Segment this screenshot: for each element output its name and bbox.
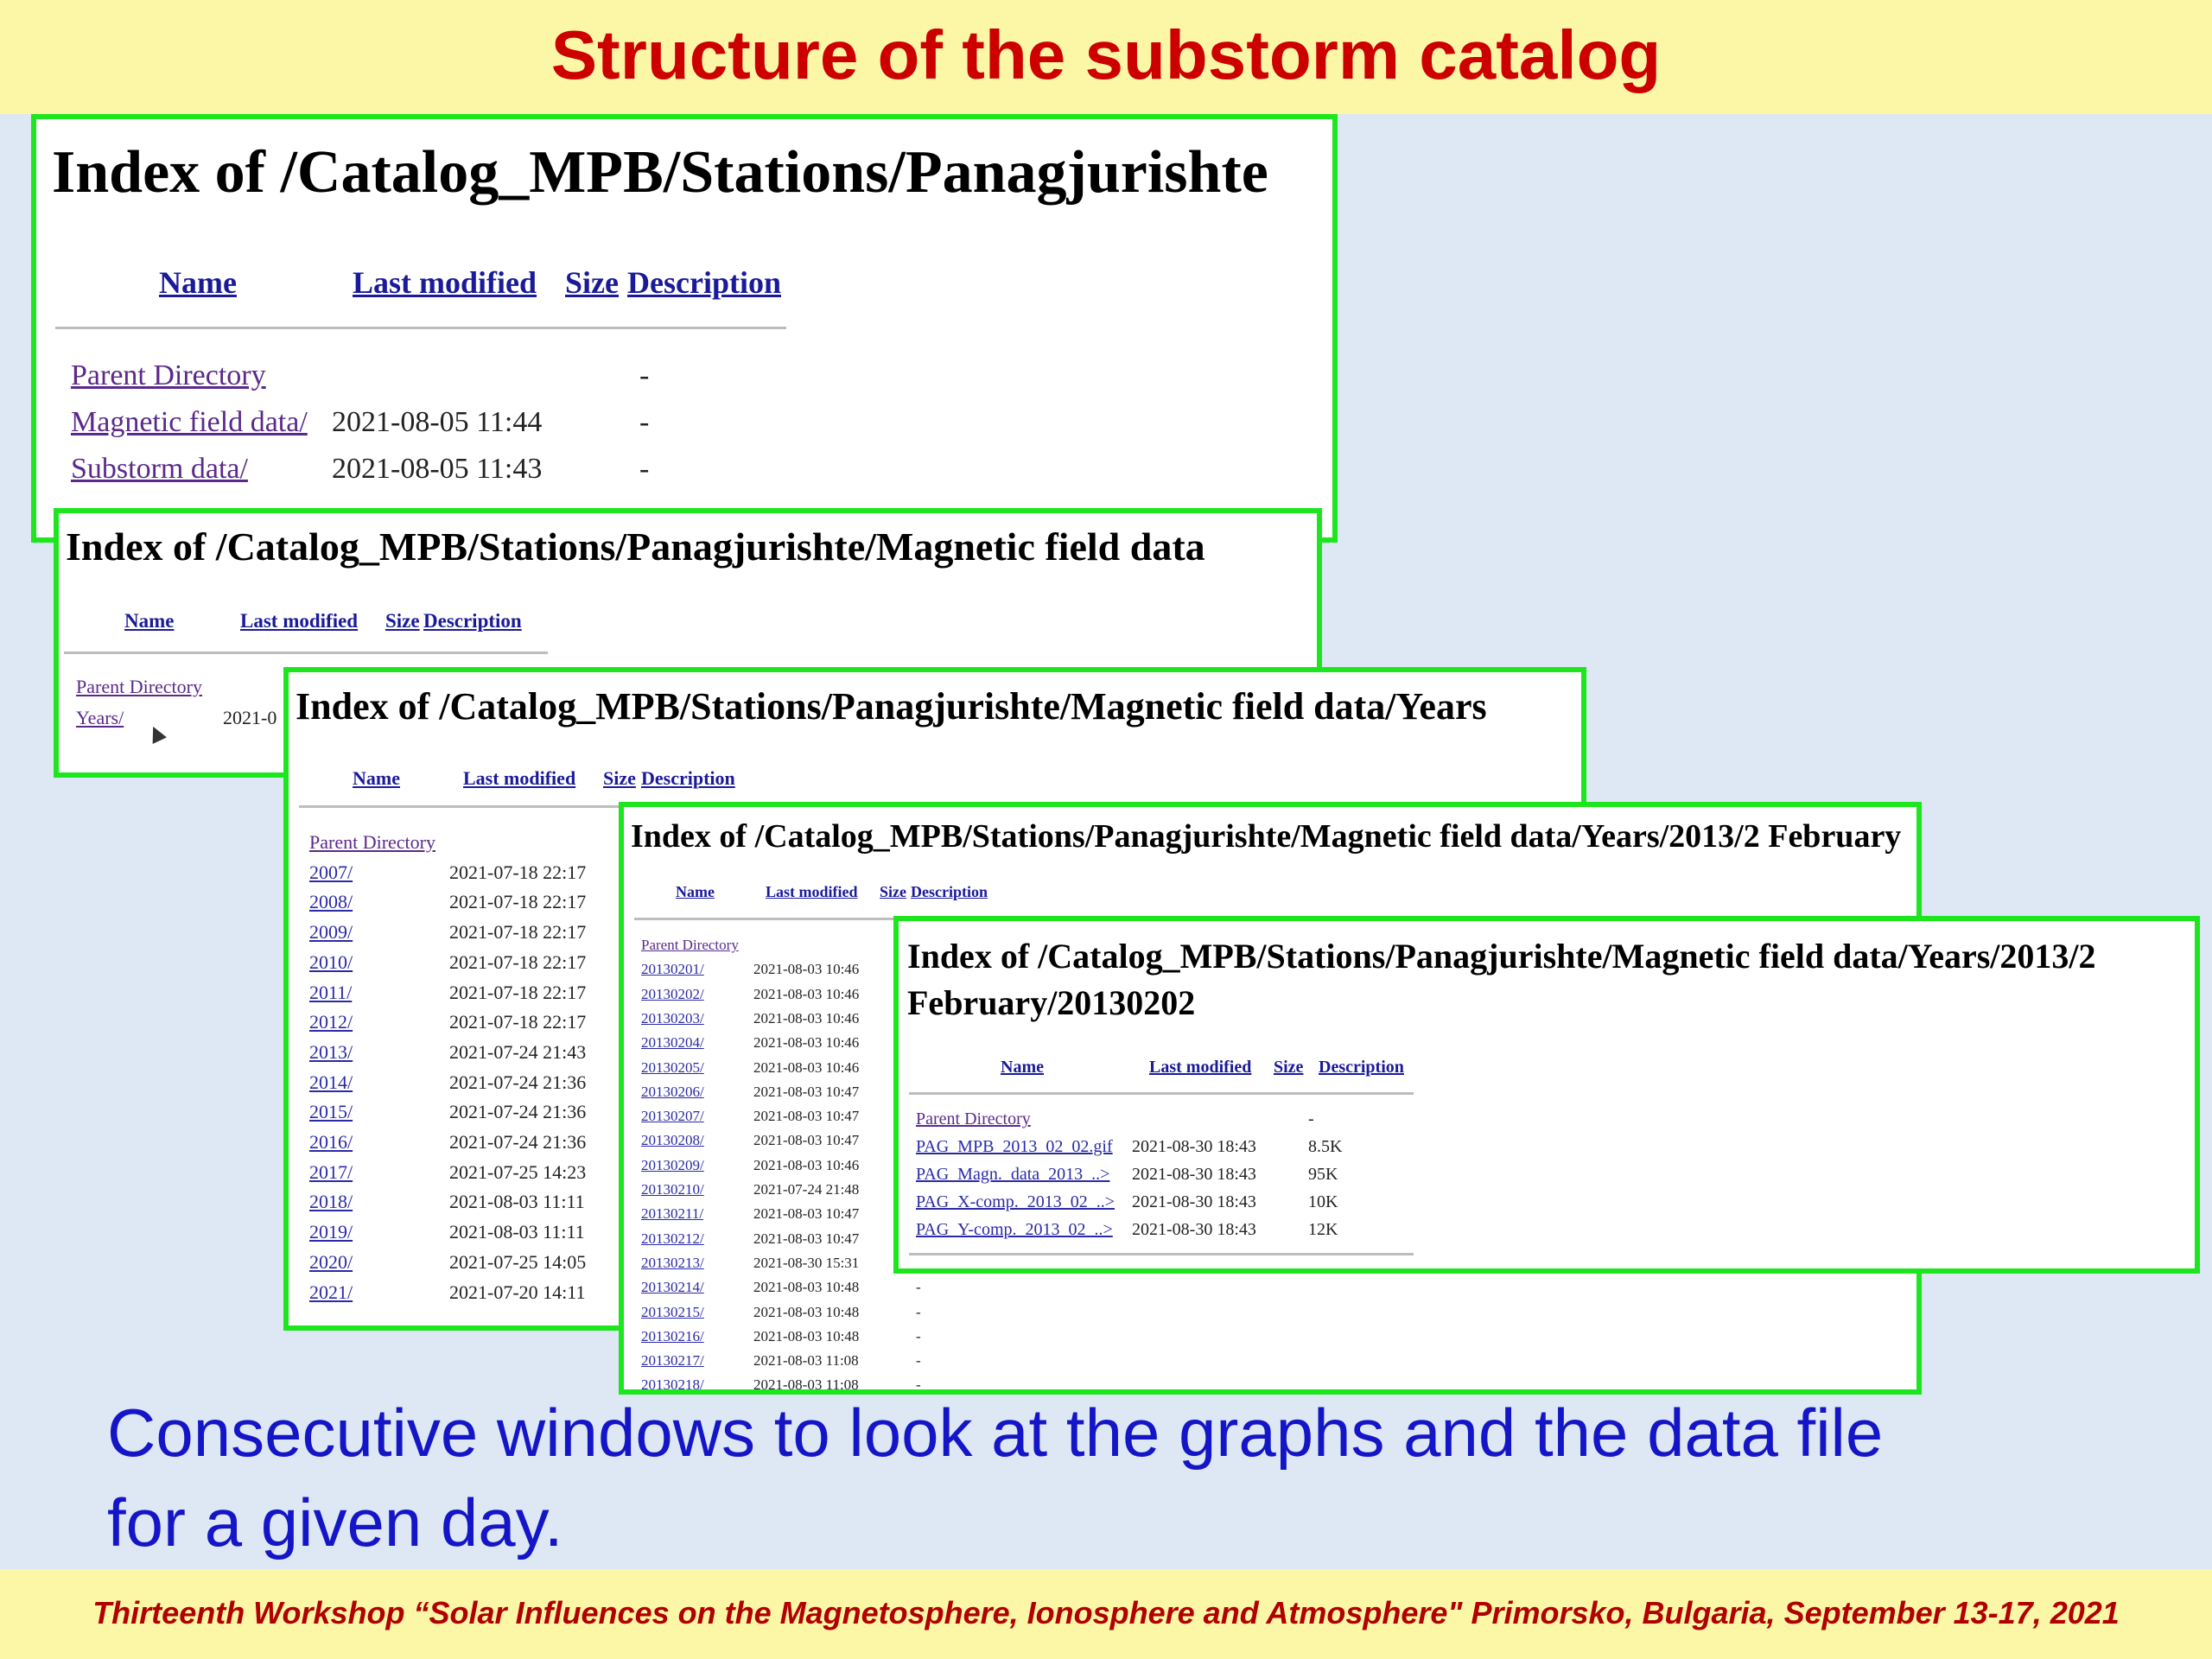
entry-link[interactable]: 20130206/ — [641, 1083, 704, 1100]
entry-link[interactable]: 2018/ — [309, 1191, 353, 1213]
slide-title: Structure of the substorm catalog — [550, 16, 1662, 93]
entry-link[interactable]: 20130210/ — [641, 1181, 704, 1198]
entry-link[interactable]: PAG_Y-comp._2013_02_..> — [916, 1220, 1113, 1239]
size-value: 8.5K — [1308, 1137, 1343, 1156]
description-column-header[interactable]: Description — [423, 610, 522, 632]
entry-link[interactable]: 2015/ — [309, 1101, 353, 1123]
parent-directory-link[interactable]: Parent Directory — [641, 937, 739, 953]
last-modified-value: 2021-08-03 10:47 — [753, 1083, 860, 1100]
size-column-header[interactable]: Size — [565, 265, 619, 300]
mouse-pointer-icon — [146, 723, 167, 744]
caption-line-2: for a given day. — [107, 1484, 563, 1560]
last-modified-value: 2021-07-18 22:17 — [449, 981, 587, 1003]
last-modified-value: 2021-08-30 18:43 — [1132, 1137, 1256, 1156]
description-column-header[interactable]: Description — [627, 265, 781, 300]
last-modified-column-header[interactable]: Last modified — [463, 767, 576, 789]
entry-link[interactable]: 20130205/ — [641, 1058, 704, 1076]
entry-link[interactable]: 2010/ — [309, 950, 353, 973]
entry-link[interactable]: PAG_Magn._data_2013_..> — [916, 1165, 1110, 1184]
entry-link[interactable]: 20130211/ — [641, 1205, 704, 1223]
entry-link[interactable]: 20130202/ — [641, 985, 704, 1002]
entry-link[interactable]: PAG_MPB_2013_02_02.gif — [916, 1137, 1113, 1156]
last-modified-value: 2021-07-24 21:36 — [449, 1071, 587, 1093]
size-value: 10K — [1308, 1192, 1338, 1211]
header-divider — [55, 327, 786, 329]
years-link[interactable]: Years/ — [76, 707, 124, 728]
last-modified-value: 2021-08-03 11:08 — [753, 1352, 859, 1370]
directory-window-magnetic-field-data: Index of /Catalog_MPB/Stations/Panagjurishte/Magnetic field data Name Last modified Size Description Parent Directory Years/ 2021-0 — [54, 508, 1322, 778]
last-modified-value: 2021-08-03 10:47 — [753, 1205, 860, 1223]
entry-link[interactable]: 20130215/ — [641, 1303, 704, 1320]
entry-link[interactable]: 20130217/ — [641, 1352, 704, 1370]
entry-link[interactable]: 20130216/ — [641, 1327, 704, 1344]
name-column-header[interactable]: Name — [124, 610, 175, 632]
entry-link[interactable]: 20130204/ — [641, 1034, 704, 1052]
entry-link[interactable]: 20130209/ — [641, 1156, 704, 1173]
description-column-header[interactable]: Description — [1319, 1058, 1404, 1077]
size-value: 95K — [1308, 1165, 1338, 1184]
size-value: - — [916, 1279, 921, 1296]
size-column-header[interactable]: Size — [603, 767, 636, 789]
header-divider — [909, 1092, 1414, 1095]
window-title: Index of /Catalog_MPB/Stations/Panagjurishte/Magnetic field data/Years — [296, 685, 1487, 728]
last-modified-value: 2021-07-24 21:43 — [449, 1040, 587, 1063]
entry-link[interactable]: 20130207/ — [641, 1108, 704, 1125]
size-value: - — [916, 1352, 921, 1370]
last-modified-value: 2021-08-03 10:46 — [753, 1156, 860, 1173]
last-modified-value: 2021-07-18 22:17 — [449, 861, 587, 883]
size-column-header[interactable]: Size — [385, 610, 420, 632]
last-modified-value: 2021-08-03 10:48 — [753, 1279, 860, 1296]
window-title: Index of /Catalog_MPB/Stations/Panagjurishte/Magnetic field data — [66, 524, 1205, 569]
substorm-data-link[interactable]: Substorm data/ — [71, 453, 248, 485]
last-modified-value: 2021-08-03 10:46 — [753, 985, 860, 1002]
last-modified-column-header[interactable]: Last modified — [240, 610, 359, 632]
last-modified-value: 2021-07-25 14:23 — [449, 1160, 587, 1183]
last-modified-value: 2021-07-24 21:48 — [753, 1181, 860, 1198]
last-modified-value: 2021-08-03 10:47 — [753, 1230, 860, 1247]
name-column-header[interactable]: Name — [159, 265, 237, 300]
size-value: - — [916, 1327, 921, 1344]
last-modified-value: 2021-07-20 14:11 — [449, 1281, 586, 1303]
entry-link[interactable]: 2021/ — [309, 1281, 353, 1303]
last-modified-value: 2021-07-18 22:17 — [449, 1011, 587, 1033]
parent-directory-link[interactable]: Parent Directory — [76, 676, 202, 697]
last-modified-value: 2021-07-24 21:36 — [449, 1131, 587, 1153]
last-modified-value: 2021-07-18 22:17 — [449, 891, 587, 913]
caption-line-1: Consecutive windows to look at the graphs and the data file — [107, 1395, 1884, 1471]
entry-link[interactable]: 2009/ — [309, 921, 353, 944]
name-column-header[interactable]: Name — [353, 767, 400, 789]
entry-link[interactable]: 20130208/ — [641, 1132, 704, 1149]
entry-link[interactable]: 2014/ — [309, 1071, 353, 1093]
last-modified-value: 2021-08-30 18:43 — [1132, 1220, 1256, 1239]
last-modified-value: 2021-08-03 10:47 — [753, 1132, 860, 1149]
description-column-header[interactable]: Description — [641, 767, 735, 789]
description-column-header[interactable]: Description — [911, 883, 988, 900]
last-modified-value: 2021-08-03 11:08 — [753, 1376, 859, 1394]
size-column-header[interactable]: Size — [880, 883, 906, 900]
entry-link[interactable]: 2017/ — [309, 1160, 353, 1183]
entry-link[interactable]: 2008/ — [309, 891, 353, 913]
window-title: Index of /Catalog_MPB/Stations/Panagjurishte — [52, 139, 1268, 206]
size-value: - — [916, 1376, 921, 1394]
parent-directory-link[interactable]: Parent Directory — [309, 831, 435, 853]
entry-link[interactable]: 20130214/ — [641, 1279, 704, 1296]
slide-footer: Thirteenth Workshop “Solar Influences on the Magnetosphere, Ionosphere and Atmosphere" Primorsko, Bulgaria, September 13-17, 2021 — [92, 1595, 2120, 1630]
magnetic-field-data-link[interactable]: Magnetic field data/ — [71, 406, 308, 438]
size-column-header[interactable]: Size — [1274, 1058, 1304, 1077]
entry-link[interactable]: 2016/ — [309, 1131, 353, 1153]
parent-directory-link[interactable]: Parent Directory — [71, 359, 266, 391]
last-modified-value: 2021-07-18 22:17 — [449, 921, 587, 944]
name-column-header[interactable]: Name — [676, 883, 715, 900]
last-modified-column-header[interactable]: Last modified — [1149, 1058, 1252, 1077]
entry-link[interactable]: 2020/ — [309, 1250, 353, 1273]
last-modified-value: 2021-08-30 18:43 — [1132, 1192, 1256, 1211]
last-modified-value: 2021-08-30 18:43 — [1132, 1165, 1256, 1184]
last-modified-value: 2021-07-24 21:36 — [449, 1101, 587, 1123]
entry-link[interactable]: PAG_X-comp._2013_02_..> — [916, 1192, 1115, 1211]
entry-link[interactable]: 20130213/ — [641, 1254, 704, 1271]
directory-window-station: Index of /Catalog_MPB/Stations/Panagjurishte Name Last modified Size Description Parent Directory - Magnetic field data/ 2021-08-05 11:44 - Substorm data/ 2021-08-05 11:43 - — [31, 114, 1338, 543]
last-modified-value: 2021-08-03 10:46 — [753, 1009, 860, 1027]
size-value: - — [916, 1303, 921, 1320]
name-column-header[interactable]: Name — [1001, 1058, 1044, 1077]
last-modified-value: 2021-08-03 10:46 — [753, 1058, 860, 1076]
last-modified-column-header[interactable]: Last modified — [353, 265, 537, 300]
window-title: Index of /Catalog_MPB/Stations/Panagjurishte/Magnetic field data/Years/2013/2 February — [631, 818, 1902, 855]
entry-link[interactable]: 20130218/ — [641, 1376, 704, 1394]
last-modified-value: 2021-07-18 22:17 — [449, 950, 587, 973]
last-modified-value: 2021-08-03 10:47 — [753, 1108, 860, 1125]
last-modified-column-header[interactable]: Last modified — [766, 883, 858, 900]
entry-link[interactable]: 2007/ — [309, 861, 353, 883]
footer-divider — [909, 1253, 1414, 1255]
last-modified-value: 2021-08-03 10:46 — [753, 1034, 860, 1052]
size-value: - — [1308, 1109, 1314, 1128]
last-modified-value: 2021-08-03 10:48 — [753, 1327, 860, 1344]
size-value: 12K — [1308, 1220, 1338, 1239]
window-title: Index of /Catalog_MPB/Stations/Panagjurishte/Magnetic field data/Years/2013/2 February/20130202 — [907, 937, 2096, 1022]
last-modified-value: 2021-08-30 15:31 — [753, 1254, 860, 1271]
parent-directory-link[interactable]: Parent Directory — [916, 1109, 1031, 1128]
entry-link[interactable]: 2011/ — [309, 981, 353, 1003]
header-divider — [64, 652, 548, 654]
entry-link[interactable]: 20130201/ — [641, 961, 704, 978]
entry-link[interactable]: 2012/ — [309, 1011, 353, 1033]
entry-link[interactable]: 20130203/ — [641, 1009, 704, 1027]
last-modified-value: 2021-08-03 10:48 — [753, 1303, 860, 1320]
entry-link[interactable]: 2019/ — [309, 1221, 353, 1243]
entry-link[interactable]: 2013/ — [309, 1040, 353, 1063]
last-modified-value: 2021-08-03 11:11 — [449, 1221, 585, 1243]
last-modified-value: 2021-08-03 11:11 — [449, 1191, 585, 1213]
last-modified-value: 2021-08-03 10:46 — [753, 961, 860, 978]
last-modified-value: 2021-07-25 14:05 — [449, 1250, 587, 1273]
slide-caption — [107, 1388, 2164, 1567]
entry-link[interactable]: 20130212/ — [641, 1230, 704, 1247]
directory-window-day — [893, 916, 2200, 1274]
